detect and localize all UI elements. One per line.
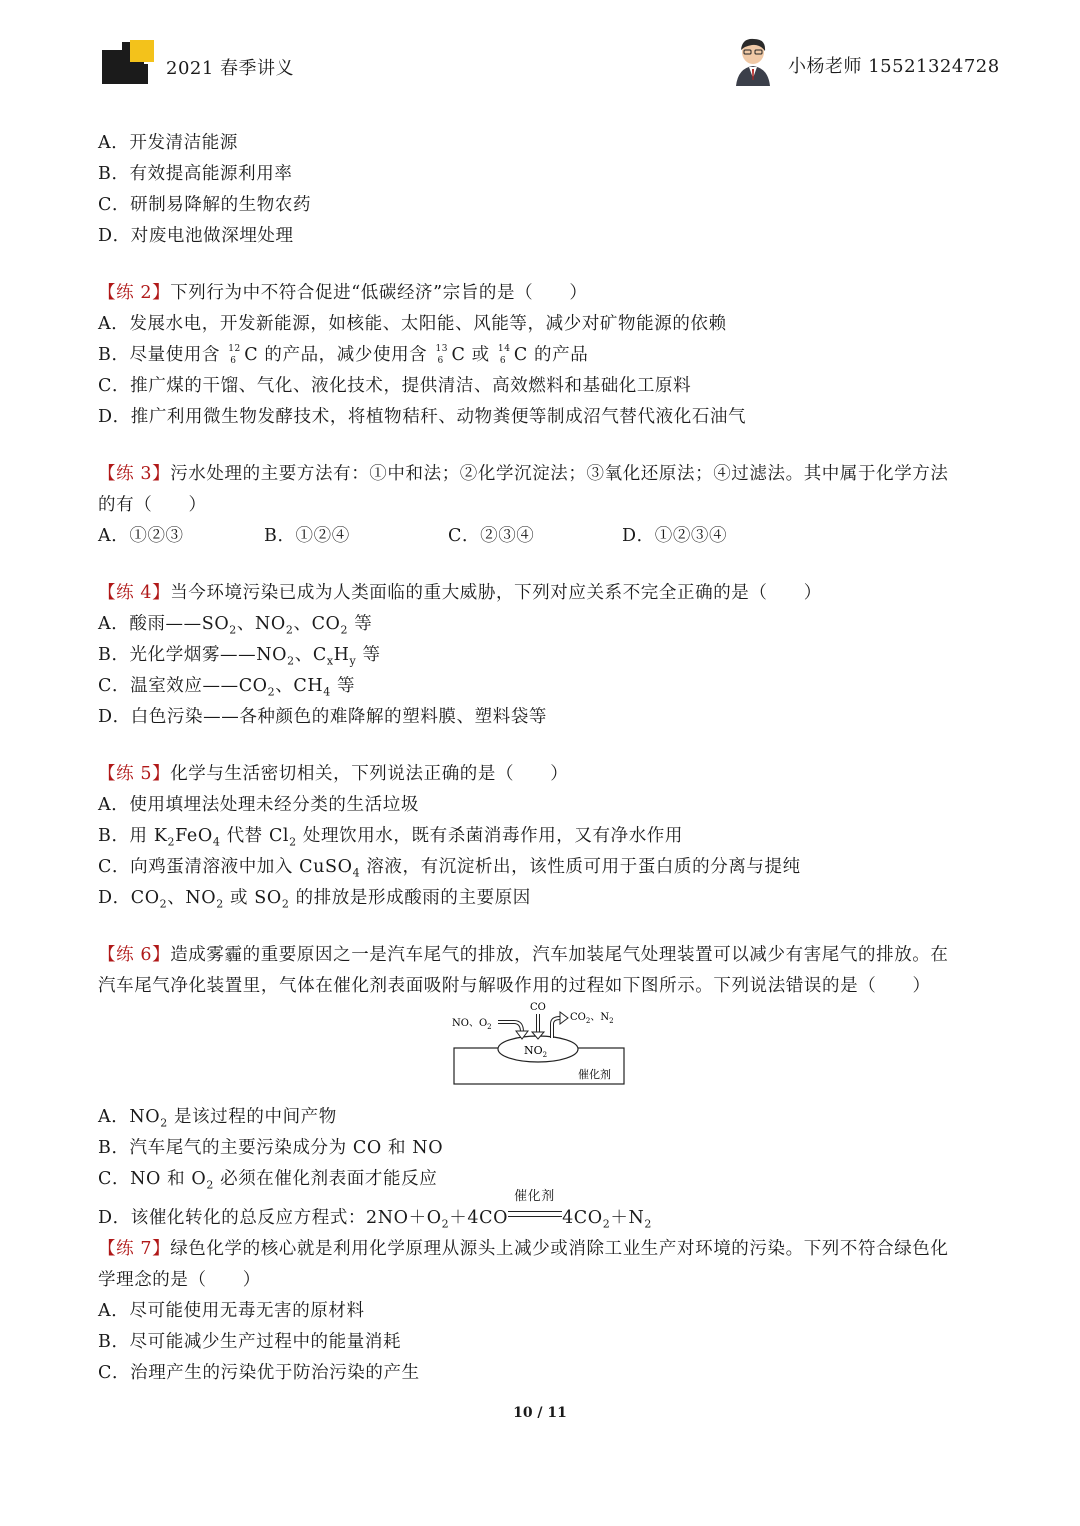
q5-tag: 【练 5】 (98, 764, 171, 784)
q3-stem-line1: 【练 3】污水处理的主要方法有：①中和法；②化学沉淀法；③氧化还原法；④过滤法。其中属于化学方法 (98, 464, 949, 484)
catalyst-diagram-svg (452, 1002, 632, 1102)
q2-tag: 【练 2】 (98, 283, 171, 303)
q6-option-a: A．$NO_2$ 是该过程的中间产物 (98, 1107, 337, 1130)
q5-option-b: B．用 $K_2FeO_4$ 代替 $Cl_2$ 处理饮用水，既有杀菌消毒作用，又有净水作用 (98, 826, 684, 849)
q4-tag: 【练 4】 (98, 583, 171, 603)
prev-option-a: A．开发清洁能源 (98, 133, 238, 153)
center-label: $NO_2$ (524, 1044, 548, 1059)
q3-options (98, 521, 988, 552)
output-arrow-icon (560, 1012, 568, 1024)
q7-option-c: C．治理产生的污染优于防治污染的产生 (98, 1363, 420, 1383)
q6-option-c: C．NO 和 $O_2$ 必须在催化剂表面才能反应 (98, 1169, 438, 1192)
q6-stem-line2: 汽车尾气净化装置里，气体在催化剂表面吸附与解吸作用的过程如下图所示。下列说法错误的是（ ） (98, 976, 931, 996)
isotope-c13: 13 6 (435, 343, 449, 366)
q7-stem-line2: 学理念的是（ ） (98, 1270, 261, 1290)
teacher-avatar-icon (732, 38, 774, 86)
q6-option-b: B．汽车尾气的主要污染成分为 CO 和 NO (98, 1138, 444, 1158)
logo-icon (100, 40, 156, 86)
q4-option-c: C．温室效应$——CO_2$、$CH_4$ 等 (98, 676, 356, 699)
isotope-c14: 14 6 (497, 343, 511, 366)
input-gas-label: NO、$O_2$ (452, 1018, 492, 1031)
q3-option-c: C．②③④ (448, 526, 535, 546)
isotope-c12: 12 6 (228, 343, 241, 366)
q3-stem-line2: 的有（ ） (98, 495, 207, 515)
prev-option-b: B．有效提高能源利用率 (98, 164, 293, 184)
q2-option-b: B．尽量使用含 12 6 C 的产品，减少使用含 13 6 C 或 14 6 C 的产品 (98, 343, 589, 366)
q4-option-d: D．白色污染——各种颜色的难降解的塑料膜、塑料袋等 (98, 707, 548, 727)
header-title: 2021 春季讲义 (166, 58, 295, 79)
q6-option-d: D．该催化转化的总反应方程式：$2NO+O_2+4CO$ 催化剂 $4CO_2+N_2$ (98, 1189, 652, 1231)
prev-option-d: D．对废电池做深埋处理 (98, 226, 294, 246)
exercise-content (98, 128, 988, 1389)
q5-stem: 【练 5】化学与生活密切相关，下列说法正确的是（ ） (98, 764, 569, 784)
q5-option-a: A．使用填埋法处理未经分类的生活垃圾 (98, 795, 419, 815)
q7-tag: 【练 7】 (98, 1239, 171, 1259)
q6-tag: 【练 6】 (98, 945, 171, 965)
teacher-contact: 小杨老师 15521324728 (788, 56, 1000, 77)
q7-option-b: B．尽可能减少生产过程中的能量消耗 (98, 1332, 402, 1352)
q4-option-a: A．酸雨$——SO_2$、$NO_2$、$CO_2$ 等 (98, 614, 373, 637)
catalyst-label: 催化剂 (578, 1068, 611, 1081)
q5-option-d: D．$CO_2$、$NO_2$ 或 $SO_2$ 的排放是形成酸雨的主要原因 (98, 888, 531, 911)
q6-stem-line1: 【练 6】造成雾霾的重要原因之一是汽车尾气的排放，汽车加装尾气处理装置可以减少有害尾气的排放。在 (98, 945, 949, 965)
prev-option-c: C．研制易降解的生物农药 (98, 195, 312, 215)
output-gas-label: $CO_2$、$N_2$ (570, 1012, 614, 1025)
q4-option-b: B．光化学烟雾$——NO_2$、$C_xH_y$ 等 (98, 645, 381, 668)
q2-option-c: C．推广煤的干馏、气化、液化技术，提供清洁、高效燃料和基础化工原料 (98, 376, 692, 396)
q3-option-d: D．①②③④ (622, 526, 728, 546)
q7-option-a: A．尽可能使用无毒无害的原材料 (98, 1301, 365, 1321)
q2-stem: 【练 2】下列行为中不符合促进“低碳经济”宗旨的是（ ） (98, 283, 588, 303)
q7-stem-line1: 【练 7】绿色化学的核心就是利用化学原理从源头上减少或消除工业生产对环境的污染。下列不符合绿色化 (98, 1239, 949, 1259)
catalyst-diagram (98, 1002, 988, 1102)
page-number: 10 / 11 (513, 1405, 567, 1421)
q3-option-b: B．①②④ (264, 526, 350, 546)
q4-stem: 【练 4】当今环境污染已成为人类面临的重大威胁，下列对应关系不完全正确的是（ ） (98, 583, 822, 603)
q3-tag: 【练 3】 (98, 464, 171, 484)
catalyst-equals-sign: 催化剂 (508, 1203, 562, 1223)
co-label: CO (530, 1002, 546, 1013)
q3-option-a: A．①②③ (98, 526, 184, 546)
q5-option-c: C．向鸡蛋清溶液中加入 CuSO$_4$ 溶液，有沉淀析出，该性质可用于蛋白质的分离与提纯 (98, 857, 801, 880)
q2-option-d: D．推广利用微生物发酵技术，将植物秸秆、动物粪便等制成沼气替代液化石油气 (98, 407, 747, 427)
q2-option-a: A．发展水电，开发新能源，如核能、太阳能、风能等，减少对矿物能源的依赖 (98, 314, 727, 334)
